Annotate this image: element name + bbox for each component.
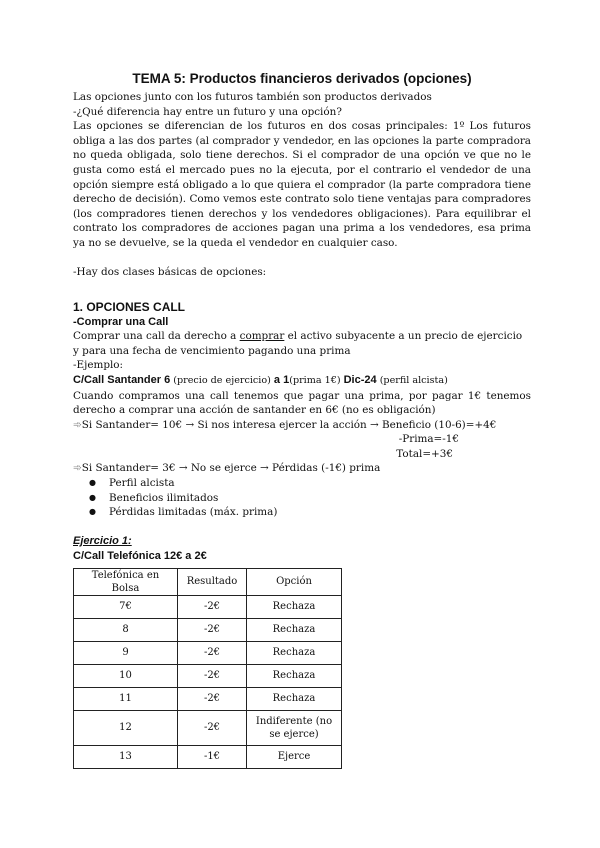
intro-question: -¿Qué diferencia hay entre un futuro y una opción?: [73, 105, 342, 118]
table-row: [74, 664, 342, 687]
example-line: C/Call Santander 6 (precio de ejercicio) a 1(prima 1€) Dic-24 (perfil alcista): [73, 373, 448, 386]
table-cell: 7€: [74, 595, 178, 618]
column-header: Telefónica en Bolsa: [74, 568, 178, 595]
table-cell: -2€: [178, 687, 247, 710]
intro-paragraph: Las opciones se diferencian de los futuros en dos cosas principales: 1º Los futuros obliga a las dos partes (al comprador y vendedor, en las opciones la parte compradora no queda obligada, solo tiene derechos. Si el comprador de una opción ve que no le gusta como está el mercado pues no la ejecuta, por el contrario el vendedor de una opción siempre está obligado a lo que quiera el comprador (la parte compradora tiene derecho de decisión). Como vemos este contrato solo tiene ventajas para compradores (los compradores tienen derechos y los vendedores obligaciones). Para equilibrar el contrato los compradores de acciones pagan una prima a los vendedores, esa prima ya no se devuelve, se la queda el vendedor en cualquier caso.: [73, 120, 531, 249]
table-row: [74, 595, 342, 618]
case-1-prima: -Prima=-1€: [398, 433, 459, 446]
arrow-right-icon: ➾: [73, 462, 82, 475]
table-cell: Ejerce: [247, 745, 342, 768]
table-row: [74, 710, 342, 745]
table-cell: 13: [74, 745, 178, 768]
section-heading-call: 1. OPCIONES CALL: [73, 300, 186, 315]
table-cell: -1€: [178, 745, 247, 768]
table-cell: 12: [74, 710, 178, 745]
table-cell: 8: [74, 618, 178, 641]
exercise-table: [73, 568, 342, 769]
table-header-row: [74, 568, 342, 595]
list-item: ● Beneficios ilimitados: [109, 491, 531, 506]
column-header: Opción: [247, 568, 342, 595]
table-cell: -2€: [178, 664, 247, 687]
table-cell: -2€: [178, 595, 247, 618]
table-cell: -2€: [178, 641, 247, 664]
table-cell: Rechaza: [247, 664, 342, 687]
table-cell: Rechaza: [247, 641, 342, 664]
bullet-list: [73, 476, 531, 520]
table-cell: -2€: [178, 710, 247, 745]
case-2: ➾Si Santander= 3€ → No se ejerce → Pérdidas (-1€) prima: [73, 462, 381, 475]
list-item: ● Perfil alcista: [109, 476, 531, 491]
underlined-word: comprar: [239, 330, 285, 343]
table-cell: Indiferente (no se ejerce): [247, 710, 342, 745]
table-row: [74, 641, 342, 664]
table-cell: Rechaza: [247, 595, 342, 618]
example-label: -Ejemplo:: [73, 359, 124, 372]
table-cell: Rechaza: [247, 618, 342, 641]
intro-line-1: Las opciones junto con los futuros también son productos derivados: [73, 91, 432, 103]
table-cell: -2€: [178, 618, 247, 641]
exercise-title: Ejercicio 1:: [73, 534, 132, 547]
subheading-buy-call: -Comprar una Call: [73, 316, 169, 329]
table-cell: 9: [74, 641, 178, 664]
table-row: [74, 745, 342, 768]
example-explanation: Cuando compramos una call tenemos que pagar una prima, por pagar 1€ tenemos derecho a comprar una acción de santander en 6€ (no es obligación): [73, 389, 531, 417]
table-row: [74, 687, 342, 710]
page-title: TEMA 5: Productos financieros derivados (opciones): [132, 71, 472, 86]
call-definition: Comprar una call da derecho a comprar el activo subyacente a un precio de ejercicio y para una fecha de vencimiento pagando una prima: [73, 330, 523, 357]
table-cell: 11: [74, 687, 178, 710]
classes-line: -Hay dos clases básicas de opciones:: [73, 265, 267, 278]
exercise-subtitle: C/Call Telefónica 12€ a 2€: [73, 549, 207, 562]
list-item: ● Pérdidas limitadas (máx. prima): [109, 505, 531, 520]
case-1: ➾Si Santander= 10€ → Si nos interesa ejercer la acción → Beneficio (10-6)=+4€: [73, 418, 497, 431]
table-cell: 10: [74, 664, 178, 687]
document-page: [73, 70, 531, 769]
column-header: Resultado: [178, 568, 247, 595]
case-1-total: Total=+3€: [396, 447, 453, 460]
table-cell: Rechaza: [247, 687, 342, 710]
table-row: [74, 618, 342, 641]
arrow-right-icon: ➾: [73, 418, 82, 431]
